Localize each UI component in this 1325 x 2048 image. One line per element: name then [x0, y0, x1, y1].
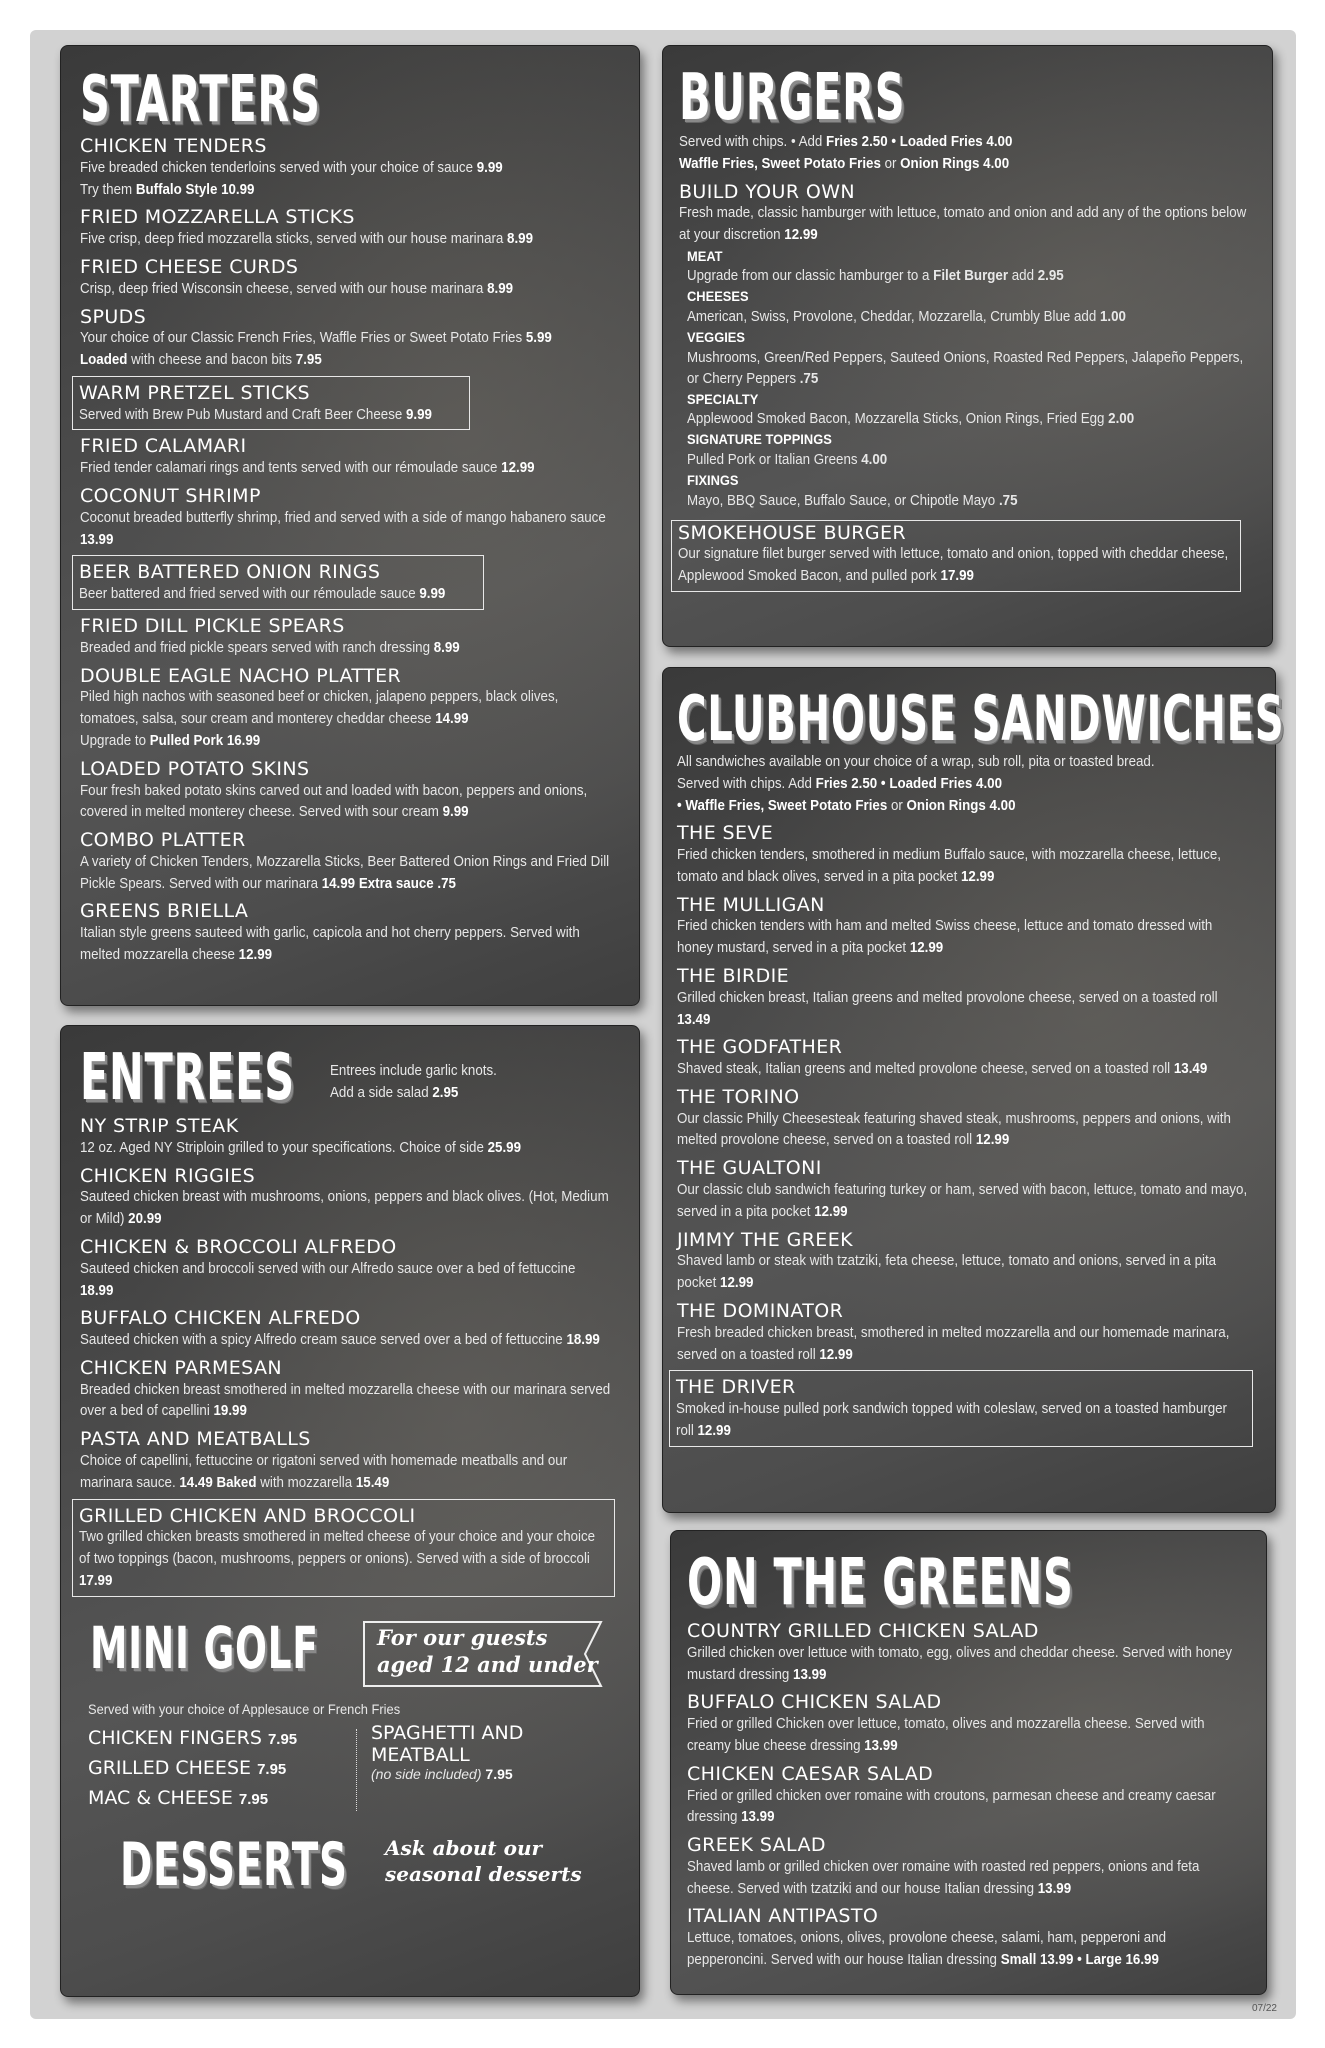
option-price: 2.95	[1037, 268, 1064, 285]
menu-item-price: 12.99	[975, 1132, 1010, 1149]
option-label: CHEESES	[687, 288, 749, 305]
menu-item	[80, 1429, 615, 1494]
menu-item-name: CHICKEN RIGGIES	[80, 1164, 256, 1187]
menu-item-name: FRIED CALAMARI	[80, 435, 247, 458]
menu-item	[669, 1370, 1253, 1446]
entrees-list	[80, 1116, 615, 1597]
menu-item-price: 9.99	[442, 804, 469, 821]
menu-item-name: FRIED MOZZARELLA STICKS	[80, 206, 355, 229]
menu-item-desc: Shaved steak, Italian greens and melted provolone cheese, served on a toasted roll 13.49	[677, 1061, 1208, 1078]
desserts-title: DESSERTS	[120, 1829, 348, 1900]
menu-item-price: 9.99	[406, 406, 432, 423]
menu-item	[687, 1692, 1248, 1757]
menu-item-name: THE TORINO	[677, 1085, 800, 1108]
menu-item	[80, 1116, 615, 1160]
desserts-section	[80, 1829, 615, 1909]
menu-item-name: THE DOMINATOR	[677, 1299, 844, 1322]
menu-item	[687, 1906, 1248, 1971]
menu-item	[80, 257, 615, 301]
menu-item-name: COUNTRY GRILLED CHICKEN SALAD	[687, 1620, 1039, 1642]
menu-item-desc: Grilled chicken breast, Italian greens and melted provolone cheese, served on a toasted roll 13.49	[677, 989, 1218, 1028]
menu-item-name: CHICKEN CAESAR SALAD	[687, 1762, 934, 1785]
menu-item: CHICKEN TENDERS Five breaded chicken tenderloins served with your choice of sauce 9.99 Try them Buffalo Style 10.99	[80, 136, 615, 201]
menu-item	[80, 1358, 615, 1423]
menu-item	[677, 823, 1253, 888]
menu-item-desc: Five breaded chicken tenderloins served with your choice of sauce 9.99	[80, 159, 503, 176]
clubhouse-intro: All sandwiches available on your choice of a wrap, sub roll, pita or toasted bread. Served with chips. Add Fries 2.50 • Loaded Fries 4.00 • Waffle Fries, Sweet Potato Fries or Onion Rings 4.00	[677, 754, 1155, 814]
menu-item-desc: Fried chicken tenders with ham and melted Swiss cheese, lettuce and tomato dressed with honey mustard, served in a pita pocket 12.99	[677, 918, 1213, 957]
menu-item-name: CHICKEN & BROCCOLI ALFREDO	[80, 1235, 397, 1258]
menu-item-desc: Four fresh baked potato skins carved out and loaded with bacon, peppers and onions, covered in melted monterey cheese. Served with sour cream 9.99	[80, 782, 588, 821]
menu-item	[677, 895, 1253, 960]
menu-item	[80, 830, 615, 895]
burgers-title: BURGERS	[679, 61, 906, 135]
menu-item-price: 8.99	[507, 231, 534, 248]
menu-item-price: 12.99	[720, 1275, 754, 1292]
menu-item-desc: Your choice of our Classic French Fries, Waffle Fries or Sweet Potato Fries 5.99	[80, 330, 552, 347]
menu-item	[677, 1158, 1253, 1223]
burger-options-list	[679, 247, 1250, 512]
menu-item-name: CHICKEN TENDERS	[80, 135, 267, 157]
menu-item: SPUDS Your choice of our Classic French Fries, Waffle Fries or Sweet Potato Fries 5.99 Loaded with cheese and bacon bits 7.95	[80, 307, 615, 372]
menu-item-price: 20.99	[128, 1211, 162, 1228]
menu-item	[677, 1301, 1253, 1366]
menu-item-price: 12.99	[697, 1422, 731, 1439]
menu-item-desc: Sauteed chicken and broccoli served with our Alfredo sauce over a bed of fettuccine 18.99	[80, 1260, 576, 1299]
menu-item-desc: Two grilled chicken breasts smothered in melted cheese of your choice and your choice of two toppings (bacon, mushrooms, peppers or onions). Served with a side of broccoli 17.99	[79, 1529, 596, 1589]
menu-item-desc: Fried or grilled chicken over romaine with croutons, parmesan cheese and creamy caesar dressing 13.99	[687, 1787, 1216, 1826]
option-desc: Mushrooms, Green/Red Peppers, Sauteed Onions, Roasted Red Peppers, Jalapeño Peppers, or Cherry Peppers .75	[687, 349, 1244, 387]
smokehouse-burger-item: SMOKEHOUSE BURGER Our signature filet burger served with lettuce, tomato and onion, topped with cheddar cheese, Applewood Smoked Bacon, and pulled pork 17.99	[671, 520, 1241, 592]
greens-list	[687, 1621, 1248, 1972]
menu-item-price: 18.99	[566, 1332, 600, 1349]
menu-item-desc: Choice of capellini, fettuccine or rigatoni served with homemade meatballs and our marinara sauce. 14.49 Baked with mozzarella 15.49	[80, 1453, 568, 1491]
menu-item-price: 8.99	[433, 639, 460, 656]
menu-item-desc: Italian style greens sauteed with garlic, capicola and hot cherry peppers. Served with melted mozzarella cheese 12.99	[80, 925, 580, 963]
menu-item	[80, 759, 615, 824]
menu-item-name: JIMMY THE GREEK	[677, 1228, 853, 1251]
menu-item-price: Small 13.99 • Large 16.99	[1000, 1951, 1159, 1968]
menu-item-desc: Lettuce, tomatoes, onions, olives, provolone cheese, salami, ham, pepperoni and pepperoncini. Served with our house Italian dressing Small 13.99 • Large 16.99	[687, 1930, 1167, 1968]
menu-item-desc: 12 oz. Aged NY Striploin grilled to your specifications. Choice of side 25.99	[80, 1139, 521, 1156]
menu-item	[687, 1835, 1248, 1900]
menu-item-desc: Piled high nachos with seasoned beef or chicken, jalapeno peppers, black olives, tomatoes, salsa, sour cream and monterey cheddar cheese 14.99	[80, 689, 559, 728]
menu-item-price: 12.99	[814, 1203, 848, 1220]
menu-item	[72, 1499, 615, 1597]
kids-item-price: 7.95	[257, 1761, 287, 1779]
menu-item	[72, 555, 484, 610]
version-code: 07/22	[1251, 2003, 1277, 2014]
kids-right-item: SPAGHETTI AND MEATBALL (no side included) 7.95	[371, 1721, 524, 1783]
kids-banner: For our guests aged 12 and under	[363, 1621, 603, 1687]
option-desc: Applewood Smoked Bacon, Mozzarella Sticks, Onion Rings, Fried Egg 2.00	[687, 411, 1135, 428]
menu-item	[80, 1237, 615, 1302]
menu-item-price: 13.49	[677, 1011, 711, 1028]
option-price: .75	[998, 492, 1018, 509]
menu-item-name: THE BIRDIE	[677, 964, 790, 987]
clubhouse-title: CLUBHOUSE SANDWICHES	[677, 682, 1285, 755]
menu-item-price: 14.99	[435, 711, 469, 728]
burgers-intro: Served with chips. • Add Fries 2.50 • Loaded Fries 4.00 Waffle Fries, Sweet Potato Fries or Onion Rings 4.00	[679, 134, 1013, 172]
menu-item-desc: Fried or grilled Chicken over lettuce, tomato, olives and mozzarella cheese. Served with creamy blue cheese dressing 13.99	[687, 1716, 1205, 1754]
option-desc: Mayo, BBQ Sauce, Buffalo Sauce, or Chipotle Mayo .75	[687, 492, 1018, 509]
menu-item	[80, 207, 615, 251]
menu-item-desc: Smoked in-house pulled pork sandwich topped with coleslaw, served on a toasted hamburger roll 12.99	[676, 1401, 1227, 1439]
menu-item-name: SPUDS	[80, 305, 147, 328]
option-label: SIGNATURE TOPPINGS	[687, 431, 832, 448]
menu-item-name: THE SEVE	[677, 822, 774, 845]
menu-item-name: LOADED POTATO SKINS	[80, 757, 310, 780]
menu-item-price: 5.99	[525, 330, 552, 347]
option-desc: American, Swiss, Provolone, Cheddar, Mozzarella, Crumbly Blue add 1.00	[687, 309, 1126, 326]
burgers-panel	[662, 45, 1273, 647]
menu-item-desc: Our classic Philly Cheesesteak featuring shaved steak, mushrooms, peppers and onions, with melted provolone cheese, served on a toasted roll 12.99	[677, 1110, 1231, 1149]
menu-item-name: PASTA AND MEATBALLS	[80, 1428, 311, 1451]
menu-item-name: BEER BATTERED ONION RINGS	[79, 561, 381, 584]
menu-item-name: GRILLED CHICKEN AND BROCCOLI	[79, 1504, 416, 1527]
menu-item: DOUBLE EAGLE NACHO PLATTER Piled high nachos with seasoned beef or chicken, jalapeno peppers, black olives, tomatoes, salsa, sour cream and monterey cheddar cheese 14.99 Upgrade to Pulled Pork 16.99	[80, 666, 615, 753]
menu-item-desc: Shaved lamb or grilled chicken over romaine with roasted red peppers, onions and feta cheese. Served with tzatziki and our house Italian dressing 13.99	[687, 1858, 1200, 1897]
option-price: 4.00	[861, 451, 888, 468]
menu-item-price: 17.99	[79, 1572, 113, 1589]
menu-item-desc: Breaded and fried pickle spears served with ranch dressing 8.99	[80, 639, 460, 656]
desserts-script: Ask about our seasonal desserts	[385, 1835, 582, 1886]
menu-item-name: FRIED DILL PICKLE SPEARS	[80, 615, 345, 637]
entrees-title: ENTREES	[80, 1041, 295, 1115]
menu-item-price: 12.99	[909, 940, 944, 957]
menu-item-desc: Our classic club sandwich featuring turkey or ham, served with bacon, lettuce, tomato and mayo, served in a pita pocket 12.99	[677, 1182, 1248, 1220]
mini-golf-note: Served with your choice of Applesauce or French Fries	[88, 1700, 401, 1717]
menu-item-desc: Breaded chicken breast smothered in melted mozzarella cheese with our marinara served over a bed of capellini 19.99	[80, 1381, 611, 1420]
menu-item-desc: Coconut breaded butterfly shrimp, fried and served with a side of mango habanero sauce 13.99	[80, 509, 606, 548]
menu-item-price: 13.99	[80, 531, 114, 548]
menu-item-price: 9.99	[419, 586, 446, 603]
menu-item	[687, 1621, 1248, 1686]
menu-item	[80, 901, 615, 966]
menu-item-name: ITALIAN ANTIPASTO	[687, 1905, 879, 1928]
kids-menu-item: GRILLED CHEESE 7.95	[88, 1757, 287, 1780]
menu-item-price: 13.49	[1173, 1061, 1208, 1078]
option-label: SPECIALTY	[687, 390, 759, 407]
option-price: .75	[799, 370, 819, 387]
kids-menu-item: MAC & CHEESE 7.95	[88, 1787, 269, 1810]
menu-item-desc: Grilled chicken over lettuce with tomato, egg, olives and cheddar cheese. Served with honey mustard dressing 13.99	[687, 1644, 1233, 1683]
menu-item	[677, 1230, 1253, 1295]
menu-item-price: 8.99	[487, 280, 514, 297]
entrees-panel	[60, 1025, 640, 1997]
menu-item-desc: Five crisp, deep fried mozzarella sticks, served with our house marinara 8.99	[80, 231, 534, 248]
option-desc: Upgrade from our classic hamburger to a Filet Burger add 2.95	[687, 268, 1064, 285]
menu-item-price: 14.99	[321, 875, 356, 892]
menu-item-name: NY STRIP STEAK	[80, 1115, 239, 1137]
menu-item-price: 19.99	[213, 1403, 247, 1420]
option-price: 1.00	[1099, 309, 1126, 326]
kids-item-price: 7.95	[238, 1791, 269, 1809]
menu-item-price: 12.99	[819, 1346, 853, 1363]
option-desc: Pulled Pork or Italian Greens 4.00	[687, 451, 888, 468]
menu-item-desc: Shaved lamb or steak with tzatziki, feta cheese, lettuce, tomato and onions, served in a pita pocket 12.99	[677, 1253, 1217, 1292]
menu-item-name: DOUBLE EAGLE NACHO PLATTER	[80, 664, 402, 687]
menu-item-desc: A variety of Chicken Tenders, Mozzarella Sticks, Beer Battered Onion Rings and Fried Dill Pickle Spears. Served with our marinara 14.99 Extra sauce .75	[80, 853, 610, 892]
clubhouse-list	[677, 823, 1253, 1446]
build-your-own-name: BUILD YOUR OWN	[679, 180, 856, 203]
menu-item-price: 12.99	[238, 946, 273, 963]
menu-item-name: THE DRIVER	[676, 1376, 796, 1399]
menu-item-price: 13.99	[1037, 1880, 1072, 1897]
menu-item-price: 13.99	[793, 1666, 827, 1683]
menu-item-name: GREENS BRIELLA	[80, 900, 249, 923]
menu-item-price: 12.99	[501, 460, 535, 477]
menu-item-name: BUFFALO CHICKEN SALAD	[687, 1691, 942, 1714]
greens-panel	[670, 1530, 1267, 1995]
menu-item-name: THE MULLIGAN	[677, 893, 825, 916]
greens-title: ON THE GREENS	[687, 1546, 1074, 1620]
menu-item	[80, 436, 615, 480]
menu-item-name: THE GODFATHER	[677, 1036, 843, 1059]
menu-item-price: 13.99	[864, 1737, 898, 1754]
starters-panel	[60, 45, 640, 1006]
menu-item	[80, 1166, 615, 1231]
menu-item-name: COCONUT SHRIMP	[80, 485, 261, 508]
menu-item	[677, 966, 1253, 1031]
option-label: FIXINGS	[687, 471, 739, 488]
menu-item-desc: Sauteed chicken with a spicy Alfredo cream sauce served over a bed of fettuccine 18.99	[80, 1332, 600, 1349]
menu-item	[687, 1764, 1248, 1829]
menu-item-price: 13.99	[741, 1809, 775, 1826]
menu-item	[80, 616, 615, 660]
menu-item	[80, 486, 615, 551]
menu-item-name: BUFFALO CHICKEN ALFREDO	[80, 1307, 361, 1330]
menu-item-price: 14.49	[179, 1474, 213, 1491]
entrees-note: Entrees include garlic knots. Add a side salad 2.95	[330, 1063, 497, 1101]
menu-item-name: COMBO PLATTER	[80, 829, 246, 852]
menu-item	[72, 376, 470, 431]
mini-golf-title: MINI GOLF	[90, 1613, 319, 1682]
option-label: MEAT	[687, 247, 723, 264]
menu-item	[80, 1308, 615, 1352]
starters-list	[80, 136, 615, 967]
menu-item-price: 18.99	[80, 1282, 114, 1299]
kids-divider	[356, 1729, 357, 1811]
menu-item-desc: Crisp, deep fried Wisconsin cheese, served with our house marinara 8.99	[80, 280, 514, 297]
kids-item-price: 7.95	[267, 1730, 298, 1748]
menu-item-desc: Fresh breaded chicken breast, smothered in melted mozzarella and our homemade marinara, served on a toasted roll 12.99	[677, 1324, 1230, 1363]
kids-left-list	[88, 1723, 297, 1814]
menu-item-name: GREEK SALAD	[687, 1834, 826, 1857]
starters-title: STARTERS	[80, 63, 321, 137]
menu-item-name: CHICKEN PARMESAN	[80, 1356, 283, 1379]
menu-item-desc: Sauteed chicken breast with mushrooms, onions, peppers and black olives. (Hot, Medium or Mild) 20.99	[80, 1189, 609, 1228]
build-your-own-desc: Fresh made, classic hamburger with lettuce, tomato and onion and add any of the options below at your discretion 12.99	[679, 205, 1247, 244]
clubhouse-panel	[662, 667, 1285, 1513]
menu-item	[677, 1087, 1253, 1152]
menu-item-name: FRIED CHEESE CURDS	[80, 255, 299, 278]
mini-golf-section	[80, 1613, 615, 1810]
menu-item	[677, 1037, 1253, 1081]
option-price: 2.00	[1108, 411, 1135, 428]
menu-item-desc: Served with Brew Pub Mustard and Craft Beer Cheese 9.99	[79, 406, 432, 423]
kids-menu-item: CHICKEN FINGERS 7.95	[88, 1726, 298, 1749]
menu-item-price: 12.99	[961, 868, 995, 885]
menu-item-price: 9.99	[476, 159, 503, 176]
menu-item-desc: Fried tender calamari rings and tents served with our rémoulade sauce 12.99	[80, 460, 535, 477]
menu-item-price: 25.99	[487, 1139, 521, 1156]
menu-item-name: WARM PRETZEL STICKS	[79, 381, 310, 404]
menu-item-name: THE GUALTONI	[677, 1157, 822, 1180]
menu-item-desc: Fried chicken tenders, smothered in medium Buffalo sauce, with mozzarella cheese, lettuce, tomato and black olives, served in a pita pocket 12.99	[677, 847, 1222, 885]
option-label: VEGGIES	[687, 329, 745, 346]
menu-item-desc: Beer battered and fried served with our rémoulade sauce 9.99	[79, 586, 446, 603]
